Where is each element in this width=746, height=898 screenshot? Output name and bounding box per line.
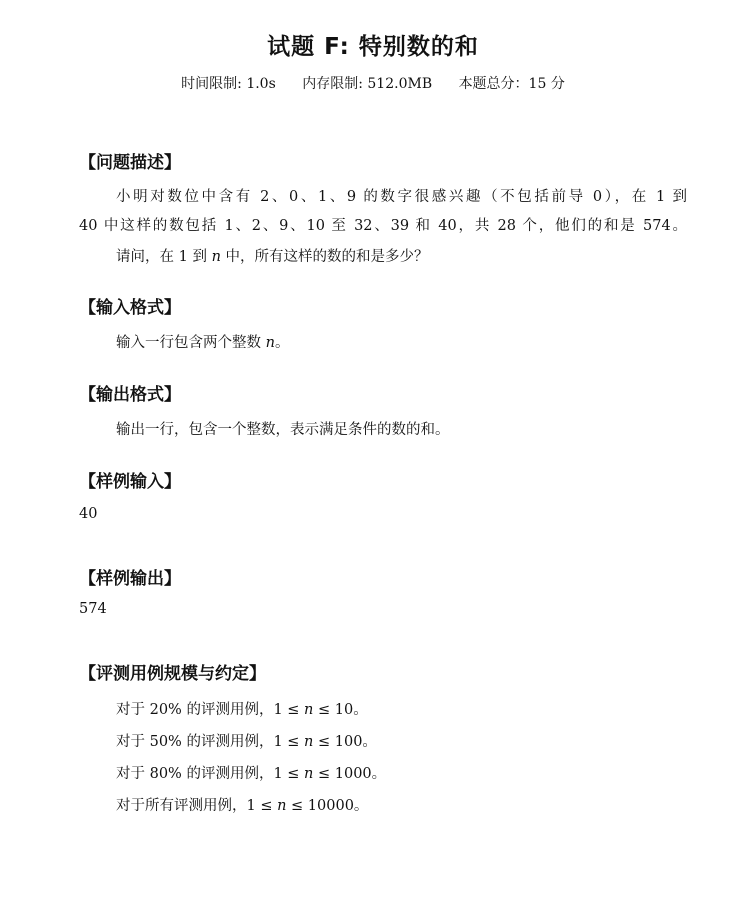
- constraint-suffix: ≤ 1000。: [313, 766, 387, 782]
- time-limit: 时间限制: 1.0s: [181, 76, 276, 92]
- problem-meta: [0, 73, 746, 93]
- constraints-heading: 【评测用例规模与约定】: [79, 664, 266, 684]
- variable-n: n: [211, 249, 221, 265]
- constraint-prefix: 对于 50% 的评测用例，1 ≤: [116, 734, 305, 750]
- memory-limit: 内存限制: 512.0MB: [302, 76, 433, 92]
- description-heading: 【问题描述】: [79, 153, 181, 173]
- constraint-item: [116, 794, 368, 815]
- output-format-heading: 【输出格式】: [79, 385, 181, 405]
- description-line-3-prefix: 请问，在 1 到: [116, 249, 212, 265]
- description-line-1: 小明对数位中含有 2、0、1、9 的数字很感兴趣（不包括前导 0），在 1 到: [116, 189, 687, 205]
- constraint-suffix: ≤ 100。: [313, 734, 377, 750]
- input-format-suffix: 。: [274, 335, 290, 351]
- description-line-3-suffix: 中，所有这样的数的和是多少？: [220, 249, 429, 265]
- total-score: 本题总分：15 分: [458, 76, 565, 92]
- constraint-suffix: ≤ 10。: [313, 702, 368, 718]
- constraint-item: [116, 698, 368, 719]
- sample-output-heading: 【样例输出】: [79, 569, 181, 589]
- sample-input-value: 40: [79, 506, 98, 522]
- problem-title: 试题 F: 特别数的和: [267, 34, 479, 60]
- sample-output-value: 574: [79, 601, 107, 617]
- constraint-prefix: 对于 20% 的评测用例，1 ≤: [116, 702, 305, 718]
- variable-n: n: [304, 766, 314, 782]
- constraint-prefix: 对于 80% 的评测用例，1 ≤: [116, 766, 305, 782]
- input-format-heading: 【输入格式】: [79, 298, 181, 318]
- constraint-suffix: ≤ 10000。: [286, 798, 369, 814]
- output-format-text: 输出一行，包含一个整数，表示满足条件的数的和。: [116, 422, 450, 438]
- constraint-item: [116, 730, 377, 751]
- constraint-item: [116, 762, 386, 783]
- input-format-text: [116, 331, 289, 352]
- sample-input-heading: 【样例输入】: [79, 472, 181, 492]
- input-format-prefix: 输入一行包含两个整数: [116, 335, 266, 351]
- description-line-2: 40 中这样的数包括 1、2、9、10 至 32、39 和 40，共 28 个，他们的和是 574。: [79, 218, 687, 234]
- variable-n: n: [265, 335, 275, 351]
- variable-n: n: [304, 702, 314, 718]
- variable-n: n: [277, 798, 287, 814]
- description-line-3: [116, 245, 429, 266]
- constraint-prefix: 对于所有评测用例，1 ≤: [116, 798, 278, 814]
- variable-n: n: [304, 734, 314, 750]
